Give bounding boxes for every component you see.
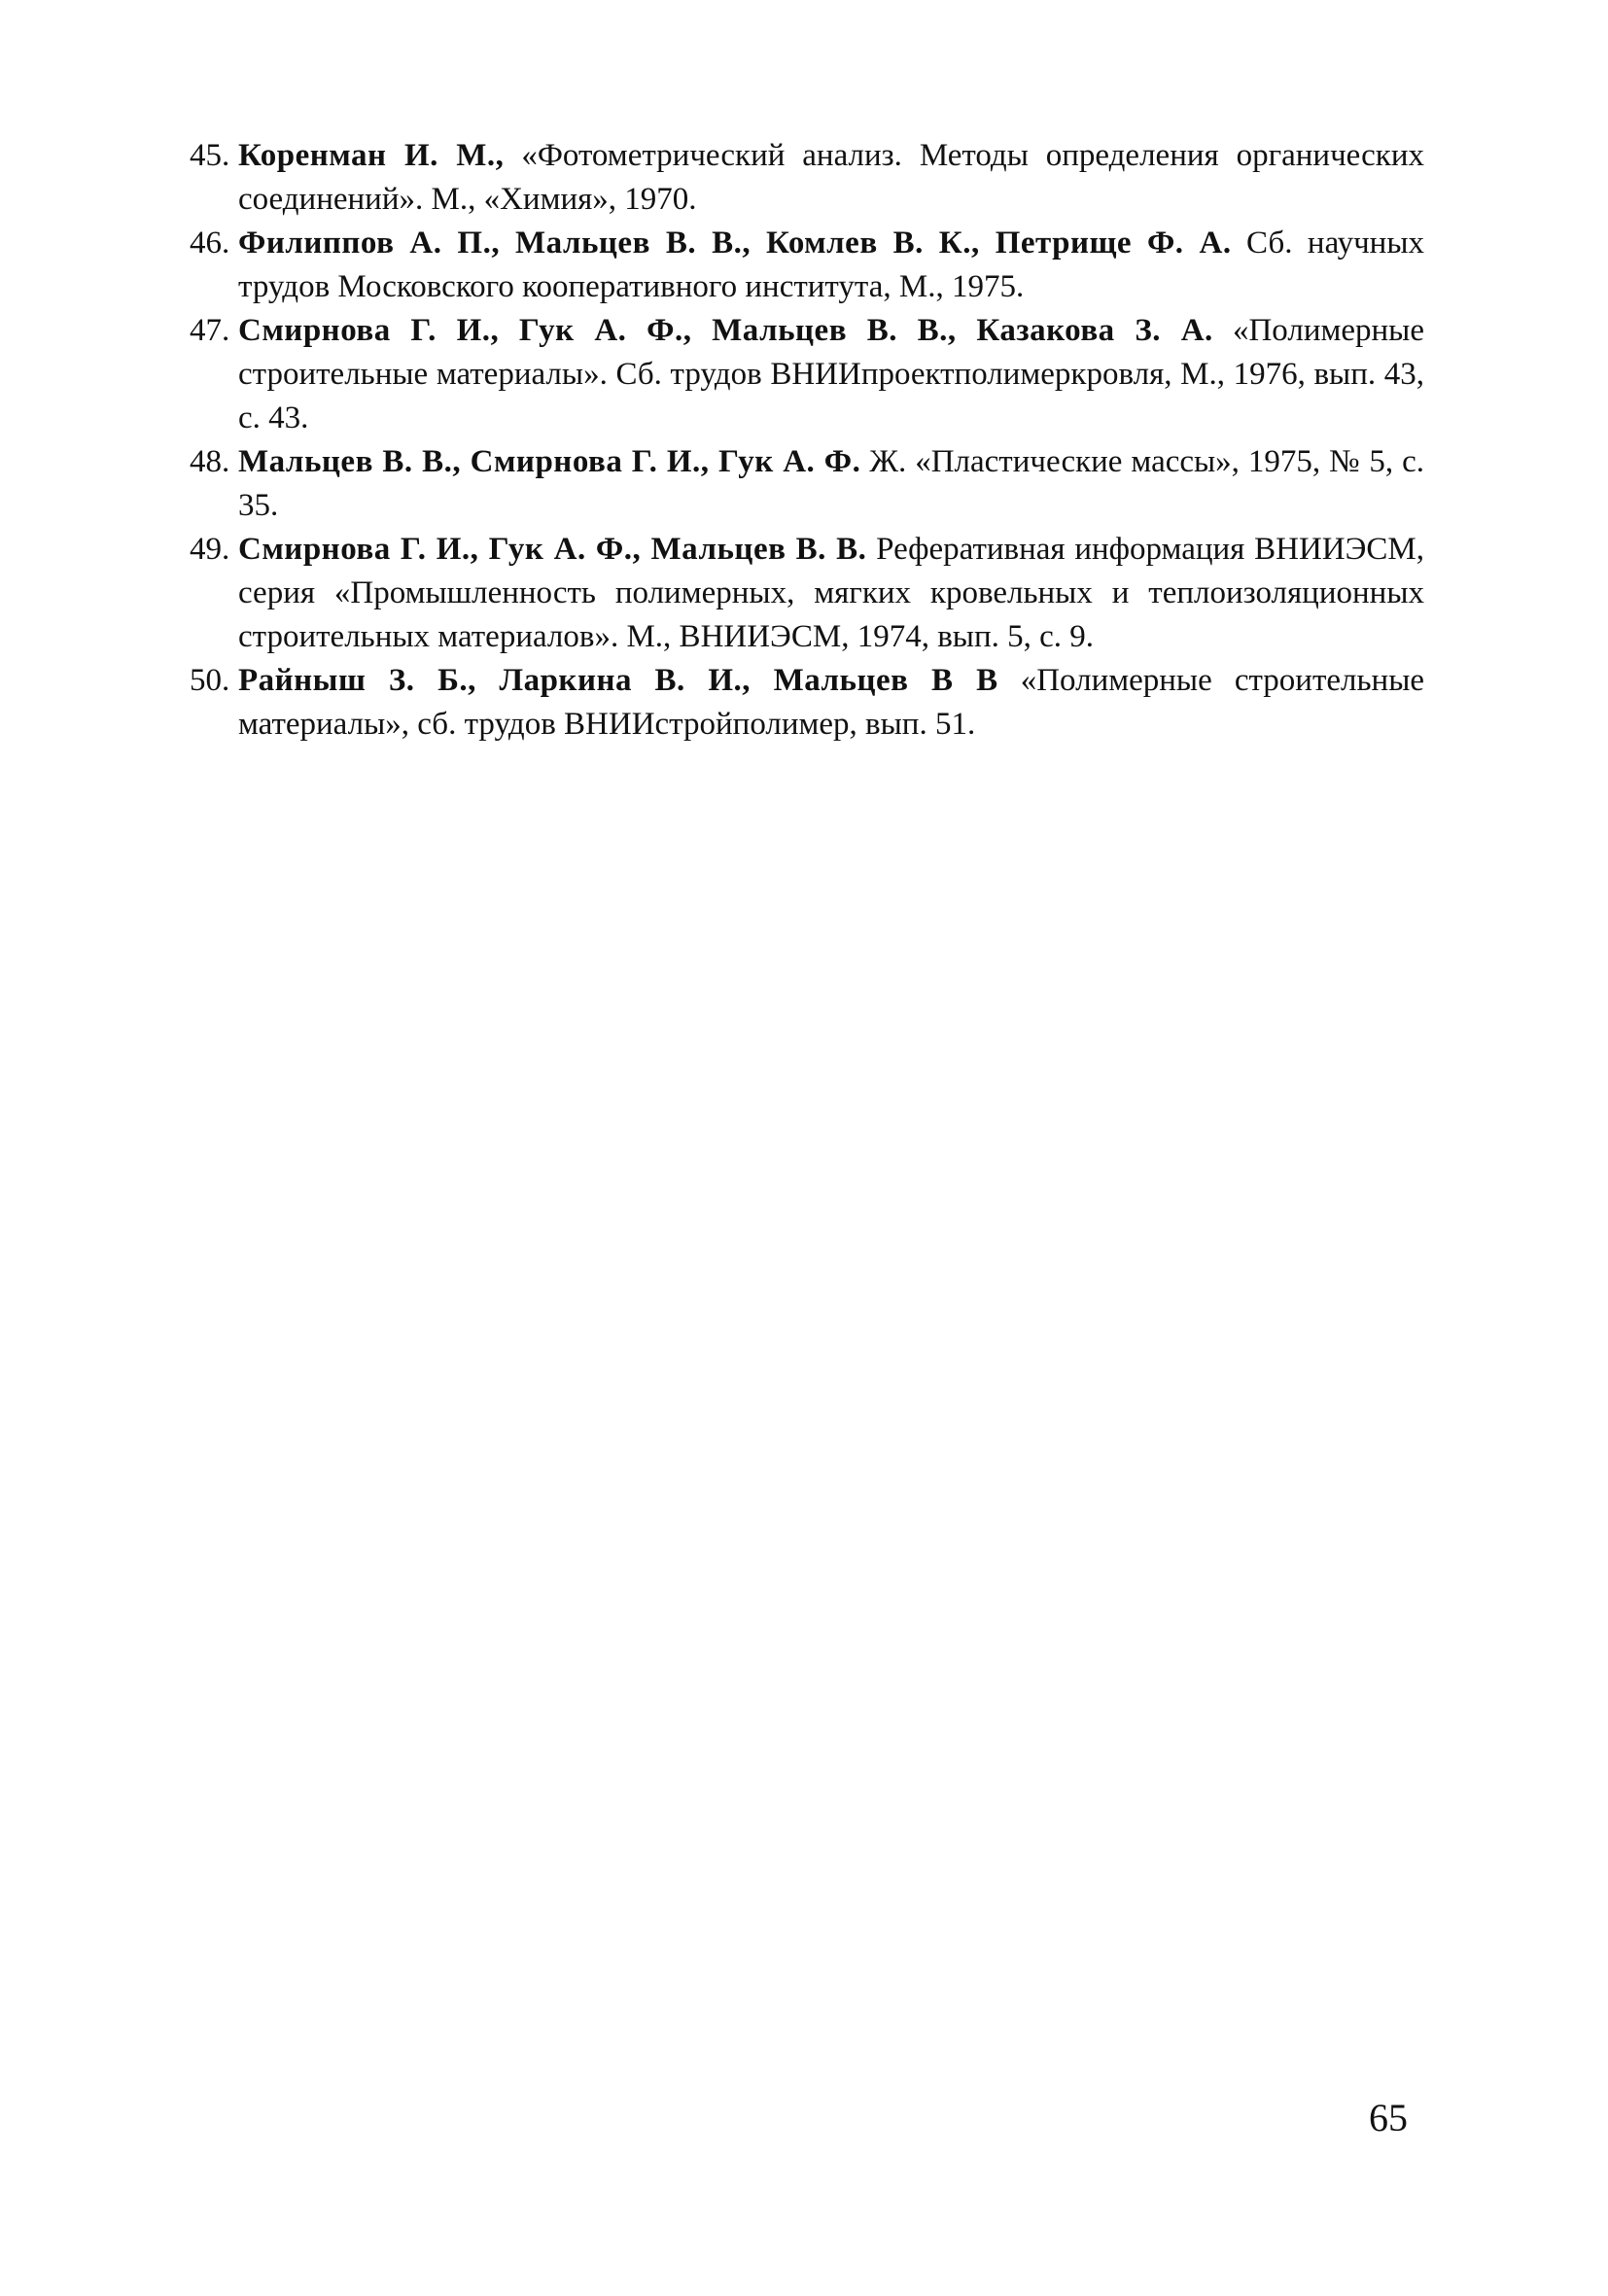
- reference-text: «Фотометрический анализ. Методы определения органических соединений». М., «Химия», 1970.: [238, 138, 1424, 217]
- reference-item: [190, 222, 1424, 309]
- page-number: 65: [1369, 2096, 1408, 2139]
- reference-item: [190, 309, 1424, 440]
- reference-authors: Коренман И. М.,: [238, 138, 505, 173]
- reference-item: [190, 440, 1424, 528]
- reference-authors: Филиппов А. П., Мальцев В. В., Комлев В. К., Петрище Ф. А.: [238, 226, 1232, 261]
- reference-number: 50.: [190, 663, 230, 698]
- reference-authors: Смирнова Г. И., Гук А. Ф., Мальцев В. В.: [238, 532, 867, 567]
- reference-text: «Полимерные строительные материалы», сб. трудов ВНИИстройполимер, вып. 51.: [238, 663, 1425, 742]
- reference-item: [190, 134, 1424, 222]
- reference-text: Реферативная информация ВНИИЭСМ, серия «Промышленность полимерных, мягких кровельных и теплоизоляционных строительных материалов». М., ВНИИЭСМ, 1974, вып. 5, с. 9.: [238, 532, 1424, 654]
- reference-authors: Райныш З. Б., Ларкина В. И., Мальцев В В: [238, 663, 998, 698]
- reference-number: 45.: [190, 138, 230, 173]
- reference-authors: Смирнова Г. И., Гук А. Ф., Мальцев В. В., Казакова З. А.: [238, 313, 1213, 348]
- reference-list: [190, 134, 1424, 747]
- reference-number: 47.: [190, 313, 230, 348]
- reference-authors: Мальцев В. В., Смирнова Г. И., Гук А. Ф.: [238, 444, 861, 479]
- reference-number: 48.: [190, 444, 230, 479]
- reference-text: Ж. «Пластические массы», 1975, № 5, с. 35.: [238, 444, 1425, 523]
- reference-number: 46.: [190, 226, 230, 261]
- reference-number: 49.: [190, 532, 230, 567]
- reference-item: [190, 528, 1424, 659]
- reference-text: «Полимерные строительные материалы». Сб. трудов ВНИИпроектполимеркровля, М., 1976, вып. 43, с. 43.: [238, 313, 1425, 435]
- reference-item: [190, 659, 1424, 747]
- reference-text: Сб. научных трудов Московского кооперативного института, М., 1975.: [238, 226, 1424, 304]
